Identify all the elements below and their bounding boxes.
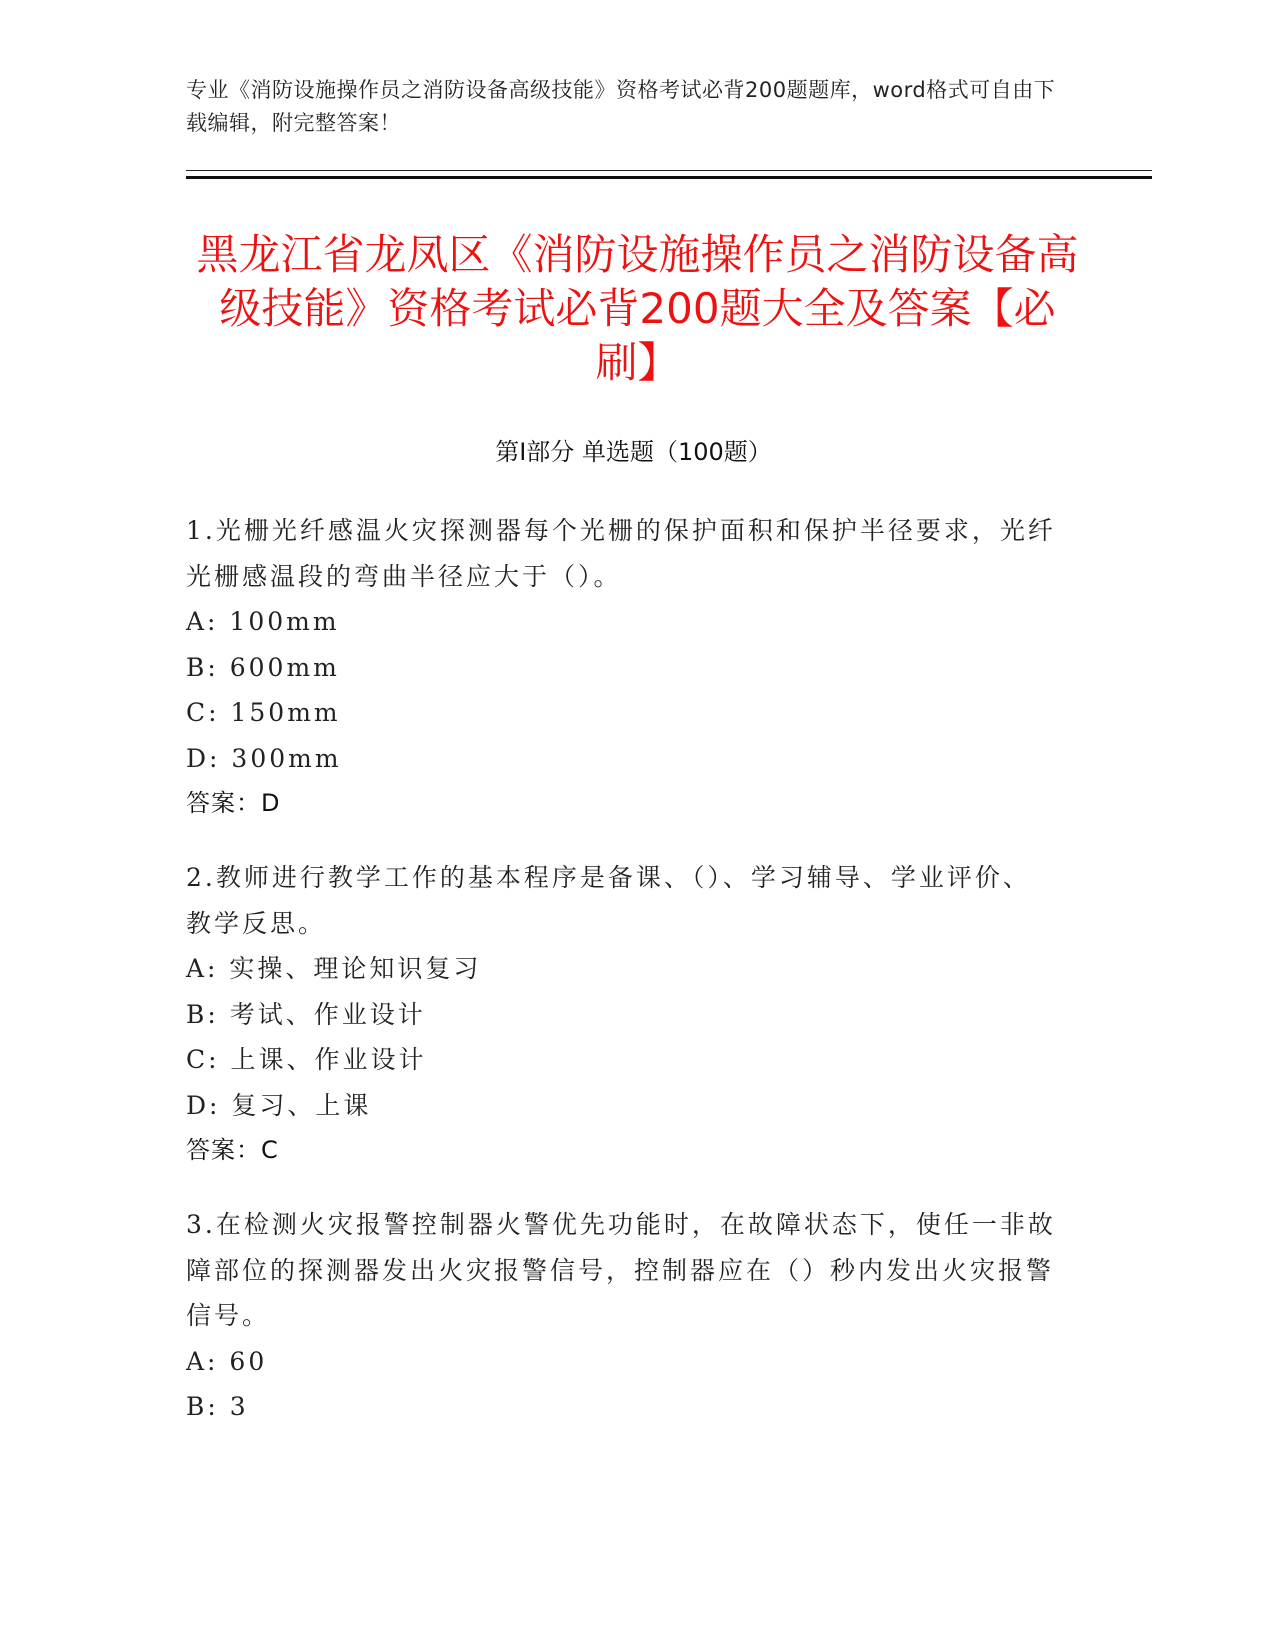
option-b: B: 600mm [186,652,340,682]
option-b: B: 3 [186,1392,249,1421]
option-b: B: 考试、作业设计 [186,999,426,1029]
header-rule-thin [186,170,1152,171]
option-a: A: 60 [186,1346,268,1376]
header-rule-thick [186,176,1152,179]
document-title: 黑龙江省龙凤区《消防设施操作员之消防设备高级技能》资格考试必背200题大全及答案【必刷】 [196,230,1079,387]
question-stem: 2.教师进行教学工作的基本程序是备课、（）、学习辅导、学业评价、教学反思。 [186,863,1031,938]
section-heading: 第I部分 单选题（100题） [495,438,772,466]
option-c: C: 150mm [186,698,341,727]
question-stem: 3.在检测火灾报警控制器火警优先功能时，在故障状态下，使任一非故障部位的探测器发出火灾报警信号，控制器应在（）秒内发出火灾报警信号。 [186,1210,1056,1330]
question-stem: 1.光栅光纤感温火灾探测器每个光栅的保护面积和保护半径要求，光纤光栅感温段的弯曲半径应大于（）。 [186,516,1056,591]
option-a: A: 实操、理论知识复习 [186,954,482,983]
question-2 [186,855,1056,1174]
option-d: D: 复习、上课 [186,1090,372,1120]
header-note: 专业《消防设施操作员之消防设备高级技能》资格考试必背200题题库，word格式可自由下载编辑，附完整答案！ [186,78,1056,135]
option-a: A: 100mm [186,607,340,636]
question-1 [186,508,1056,827]
option-c: C: 上课、作业设计 [186,1045,427,1074]
option-d: D: 300mm [186,743,342,773]
answer: 答案：C [186,1136,279,1164]
question-3 [186,1202,1056,1430]
answer: 答案：D [186,789,281,817]
